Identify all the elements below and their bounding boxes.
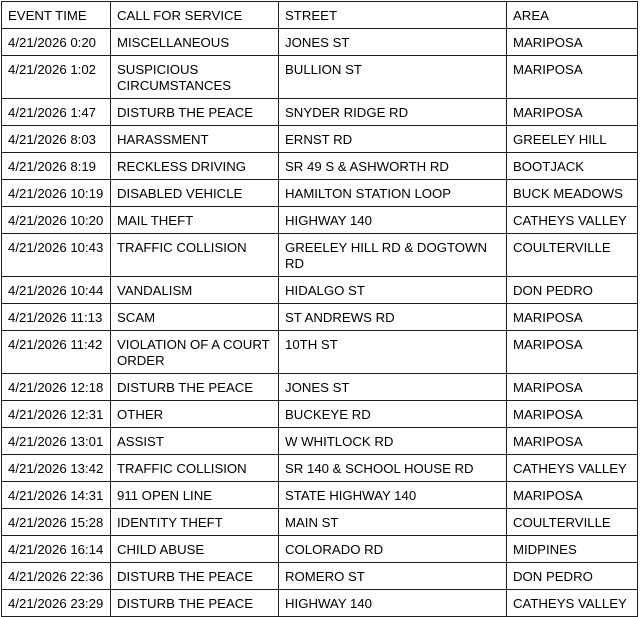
cell-call-for-service: ASSIST — [111, 428, 279, 455]
cell-call-for-service: DISTURB THE PEACE — [111, 563, 279, 590]
table-row — [2, 509, 638, 536]
cell-call-for-service: TRAFFIC COLLISION — [111, 455, 279, 482]
table-row — [2, 563, 638, 590]
cell-event-time: 4/21/2026 12:31 — [2, 401, 111, 428]
cell-event-time: 4/21/2026 1:02 — [2, 56, 111, 99]
cell-event-time: 4/21/2026 13:01 — [2, 428, 111, 455]
cell-event-time: 4/21/2026 8:03 — [2, 126, 111, 153]
table-row — [2, 304, 638, 331]
table-row — [2, 207, 638, 234]
table-row — [2, 277, 638, 304]
cell-call-for-service: RECKLESS DRIVING — [111, 153, 279, 180]
cell-event-time: 4/21/2026 16:14 — [2, 536, 111, 563]
cell-event-time: 4/21/2026 14:31 — [2, 482, 111, 509]
header-row — [2, 2, 638, 29]
header-street: STREET — [279, 2, 507, 29]
cell-event-time: 4/21/2026 1:47 — [2, 99, 111, 126]
cell-area: MARIPOSA — [507, 56, 638, 99]
cell-area: MARIPOSA — [507, 482, 638, 509]
cell-call-for-service: HARASSMENT — [111, 126, 279, 153]
cell-area: GREELEY HILL — [507, 126, 638, 153]
cell-event-time: 4/21/2026 10:20 — [2, 207, 111, 234]
cell-area: MARIPOSA — [507, 99, 638, 126]
cell-call-for-service: DISTURB THE PEACE — [111, 374, 279, 401]
cell-street: ST ANDREWS RD — [279, 304, 507, 331]
cell-area: DON PEDRO — [507, 563, 638, 590]
cell-street: BUCKEYE RD — [279, 401, 507, 428]
cell-area: COULTERVILLE — [507, 509, 638, 536]
table-row — [2, 126, 638, 153]
table-row — [2, 428, 638, 455]
table-row — [2, 590, 638, 617]
cell-call-for-service: DISABLED VEHICLE — [111, 180, 279, 207]
header-area: AREA — [507, 2, 638, 29]
header-call-for-service: CALL FOR SERVICE — [111, 2, 279, 29]
cell-event-time: 4/21/2026 10:43 — [2, 234, 111, 277]
cell-call-for-service: VIOLATION OF A COURT ORDER — [111, 331, 279, 374]
cell-street: BULLION ST — [279, 56, 507, 99]
cell-event-time: 4/21/2026 15:28 — [2, 509, 111, 536]
table-row — [2, 153, 638, 180]
cell-street: GREELEY HILL RD & DOGTOWN RD — [279, 234, 507, 277]
table-row — [2, 331, 638, 374]
cell-event-time: 4/21/2026 11:42 — [2, 331, 111, 374]
cell-area: MARIPOSA — [507, 401, 638, 428]
cell-area: MARIPOSA — [507, 374, 638, 401]
cell-street: SR 49 S & ASHWORTH RD — [279, 153, 507, 180]
cell-area: MARIPOSA — [507, 304, 638, 331]
table-body — [2, 29, 638, 617]
table-row — [2, 56, 638, 99]
cell-area: MARIPOSA — [507, 29, 638, 56]
cell-area: MIDPINES — [507, 536, 638, 563]
cell-street: STATE HIGHWAY 140 — [279, 482, 507, 509]
table-row — [2, 180, 638, 207]
cell-call-for-service: DISTURB THE PEACE — [111, 590, 279, 617]
cell-call-for-service: SUSPICIOUS CIRCUMSTANCES — [111, 56, 279, 99]
table-row — [2, 482, 638, 509]
cell-area: MARIPOSA — [507, 428, 638, 455]
header-event-time: EVENT TIME — [2, 2, 111, 29]
table-row — [2, 374, 638, 401]
cell-event-time: 4/21/2026 12:18 — [2, 374, 111, 401]
cell-call-for-service: SCAM — [111, 304, 279, 331]
cell-area: MARIPOSA — [507, 331, 638, 374]
cell-street: SR 140 & SCHOOL HOUSE RD — [279, 455, 507, 482]
cell-area: CATHEYS VALLEY — [507, 455, 638, 482]
cell-street: ERNST RD — [279, 126, 507, 153]
cell-event-time: 4/21/2026 13:42 — [2, 455, 111, 482]
cell-area: BUCK MEADOWS — [507, 180, 638, 207]
cell-street: HIGHWAY 140 — [279, 590, 507, 617]
cell-street: ROMERO ST — [279, 563, 507, 590]
table-row — [2, 99, 638, 126]
cell-call-for-service: 911 OPEN LINE — [111, 482, 279, 509]
cell-street: COLORADO RD — [279, 536, 507, 563]
table-row — [2, 29, 638, 56]
cell-street: JONES ST — [279, 29, 507, 56]
cell-call-for-service: OTHER — [111, 401, 279, 428]
cell-street: 10TH ST — [279, 331, 507, 374]
cell-call-for-service: IDENTITY THEFT — [111, 509, 279, 536]
cell-call-for-service: TRAFFIC COLLISION — [111, 234, 279, 277]
table-row — [2, 234, 638, 277]
cell-street: SNYDER RIDGE RD — [279, 99, 507, 126]
call-log-table — [1, 1, 638, 617]
cell-call-for-service: MISCELLANEOUS — [111, 29, 279, 56]
cell-street: MAIN ST — [279, 509, 507, 536]
cell-call-for-service: DISTURB THE PEACE — [111, 99, 279, 126]
table-row — [2, 536, 638, 563]
cell-event-time: 4/21/2026 22:36 — [2, 563, 111, 590]
cell-street: JONES ST — [279, 374, 507, 401]
cell-area: CATHEYS VALLEY — [507, 590, 638, 617]
cell-area: BOOTJACK — [507, 153, 638, 180]
cell-area: CATHEYS VALLEY — [507, 207, 638, 234]
cell-area: COULTERVILLE — [507, 234, 638, 277]
cell-event-time: 4/21/2026 23:29 — [2, 590, 111, 617]
cell-event-time: 4/21/2026 10:44 — [2, 277, 111, 304]
cell-street: W WHITLOCK RD — [279, 428, 507, 455]
cell-street: HIDALGO ST — [279, 277, 507, 304]
cell-street: HIGHWAY 140 — [279, 207, 507, 234]
cell-call-for-service: VANDALISM — [111, 277, 279, 304]
cell-event-time: 4/21/2026 10:19 — [2, 180, 111, 207]
cell-call-for-service: CHILD ABUSE — [111, 536, 279, 563]
cell-street: HAMILTON STATION LOOP — [279, 180, 507, 207]
table-row — [2, 401, 638, 428]
table-row — [2, 455, 638, 482]
cell-area: DON PEDRO — [507, 277, 638, 304]
cell-event-time: 4/21/2026 0:20 — [2, 29, 111, 56]
cell-call-for-service: MAIL THEFT — [111, 207, 279, 234]
cell-event-time: 4/21/2026 11:13 — [2, 304, 111, 331]
cell-event-time: 4/21/2026 8:19 — [2, 153, 111, 180]
